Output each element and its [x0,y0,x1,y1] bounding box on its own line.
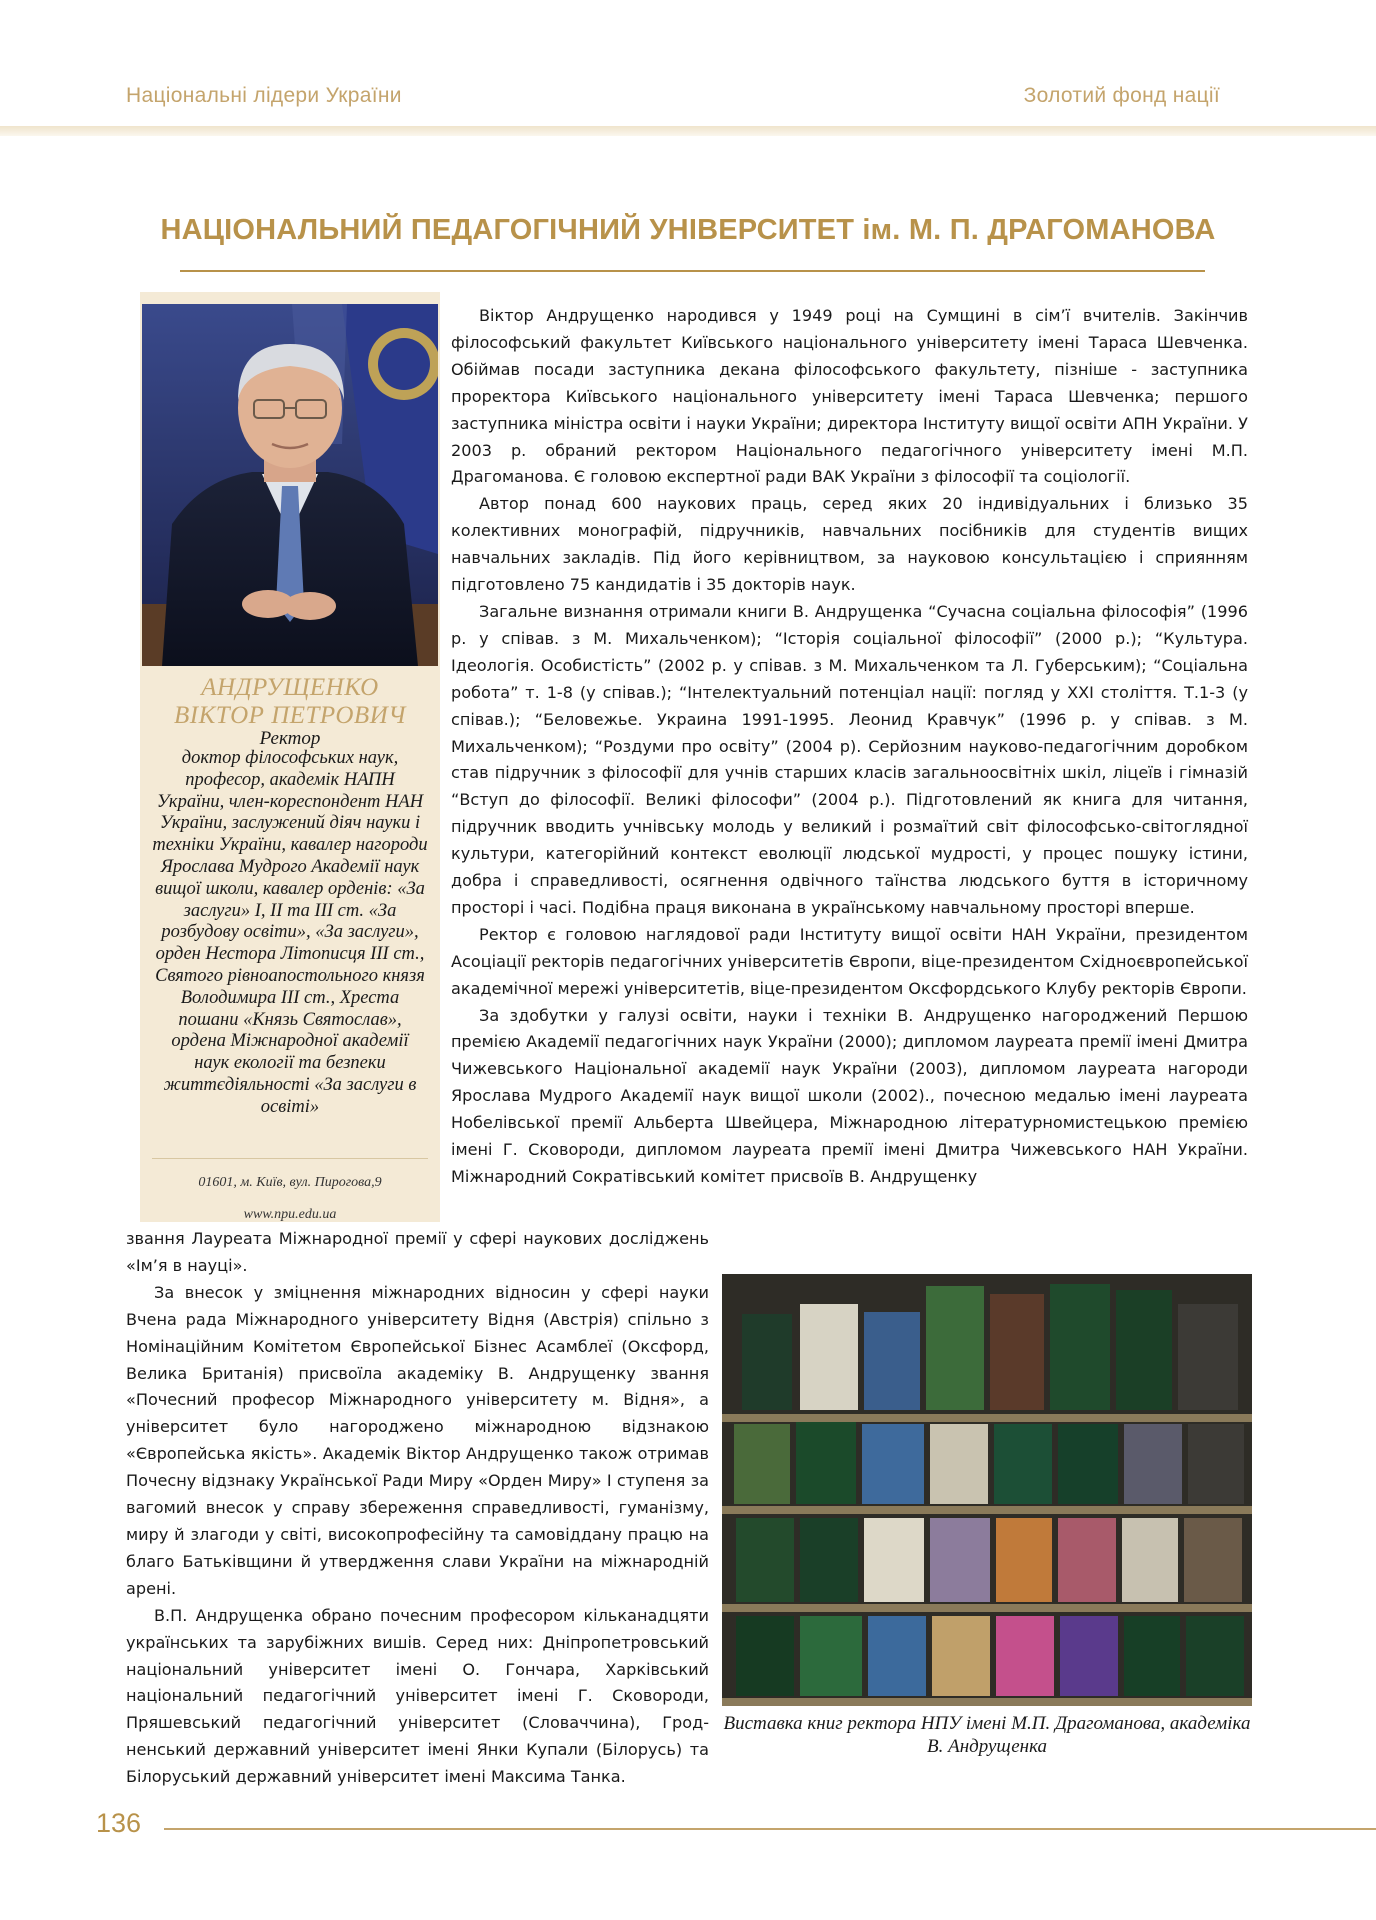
footer-rule [164,1828,1376,1830]
paragraph-publications: Автор понад 600 наукових праць, серед яких 20 індивідуальних і близько 35 колективних монографій, підручників, навчальних посібників для студентів вищих навчальних закладів. Під його керівництвом, за науковою консультацією і сприянням підготовлено 75 кандидатів і 35 докторів наук. [451,494,1248,595]
paragraph-honorary: В.П. Андрущенка обрано почесним професором кільканадцяти українських та зарубіжних вишів. Серед них: Дніпропетровський національний університет імені О. Гончара, Харківський національний педагогічний університет імені Г. Сковороди, Пряшевський педагогічний університет (Словаччина), Грод-ненський державний університет імені Янки Купали (Білорусь) та Білоруський державний університет імені Максима Танка. [126,1605,709,1787]
person-given-names: ВІКТОР ПЕТРОВИЧ [174,702,406,729]
paragraph-biography: Віктор Андрущенко народився у 1949 році на Сумщині в сім’ї вчителів. Закінчив філософський факультет Київського національного університету імені Тараса Шевченка. Обіймав посади заступника декана філософського факультету, пізніше - заступника проректора Київського національного університету імені Тараса Шевченка; першого заступника міністра освіти і науки України; директора Інституту вищої освіти АПН України. У 2003 р. обраний ректором Національного педагогічного університету імені М.П. Драгоманова. Є головою експертної ради ВАК України з філософії та соціології. [451,306,1248,487]
contact-address: 01601, м. Київ, вул. Пирогова,9 [198,1175,382,1190]
person-name [140,674,440,730]
contact-website[interactable]: www.npu.edu.ua [243,1207,337,1222]
panel-divider [152,1158,428,1159]
portrait-photo [142,304,438,666]
lower-text-column [126,1226,709,1791]
header-rule [0,126,1376,136]
paragraph-positions: Ректор є головою наглядової ради Інституту вищої освіти НАН України, президентом Асоціації ректорів педагогічних університетів Європи, віце-президентом Східноєвропейської академічної мережі університетів, віце-президентом Оксфордського Клубу ректорів Європи. [451,924,1248,998]
running-header-left: Національні лідери України [126,84,402,107]
paragraph-books: Загальне визнання отримали книги В. Андрущенка “Сучасна соціальна філософія” (1996 р. у співав. з М. Михальченком); “Історія соціальної філософії” (2000 р.); “Культура. Ідеологія. Особистість” (2002 р. у співав. з М. Михальченком та Л. Губерським); “Соціальна робота” т. 1-8 (у співав.); “Інтелектуальний потенціал нації: погляд у ХХІ століття. Т.1-3 (у співав.); “Беловежье. Украина 1991-1995. Леонид Кравчук” (1996 р. у співав. з М. Михальченком); “Роздуми про освіту” (2004 р). Серйозним науково-педагогічним доробком став підручник з філософії для учнів старших класів загальноосвітніх шкіл, ліцеїв і гімназій “Вступ до філософії. Великі філософи” (2004 р.). Підготовлений як книга для читання, підручник вводить учнівську молодь у великий і розмаїтий світ філософсько-світоглядної культури, категорійний контекст еволюції людської мудрості, у процес пошуку істини, добра і справедливості, осягнення одвічного таїнства людського буття в історичному просторі і часі. Подібна праця виконана в українському навчальному просторі вперше. [451,601,1248,917]
main-text-column [451,303,1248,1191]
photo-caption: Виставка книг ректора НПУ імені М.П. Драгоманова, академіка В. Андрущенка [723,1713,1251,1757]
person-position: Ректор [259,728,321,749]
running-header-right: Золотий фонд нації [1023,84,1220,107]
paragraph-international: За внесок у зміцнення міжнародних відносин у сфері науки Вчена рада Міжнародного університету Відня (Австрія) спільно з Номінаційним Комітетом Європейської Бізнес Асамблеї (Оксфорд, Велика Британія) присвоїла академіку В. Андрущенку звання «Почесний професор Міжнародного університету м. Відня», а університет було нагороджено міжнародною відзнакою «Європейська якість». Академік Віктор Андрущенко також отримав Почесну відзнаку Української Ради Миру «Орден Миру» І ступеня за вагомий внесок у справу збереження справедливості, гуманізму, миру й злагоди у світі, високопрофесійну та самовіддану працю на благо Батьківщини й утвердження слави України на міжнародній арені. [126,1282,709,1598]
person-surname: АНДРУЩЕНКО [201,674,379,701]
paragraph-awards-continued: звання Лауреата Міжнародної премії у сфері наукових досліджень «Ім’я в науці». [126,1229,709,1275]
person-credentials: доктор філософських наук, професор, академік НАПН України, член-кореспондент НАН України, заслужений діяч науки і техніки України, кавалер нагороди Ярослава Мудрого Академії наук вищої школи, кавалер орденів: «За заслуги» І, ІІ та ІІІ ст. «За розбудову освіти», «За заслуги», орден Нестора Літописця ІІІ ст., Святого рівноапостольного князя Володимира ІІІ ст., Хреста пошани «Князь Святослав», ордена Міжнародної академії наук екології та безпеки життєдіяльності «За заслуги в освіті» [152,748,428,1117]
article-title: НАЦІОНАЛЬНИЙ ПЕДАГОГІЧНИЙ УНІВЕРСИТЕТ ім. М. П. ДРАГОМАНОВА [160,214,1216,246]
paragraph-awards: За здобутки у галузі освіти, науки і техніки В. Андрущенко нагороджений Першою премією Академії педагогічних наук України (2000); дипломом лауреата премії імені Дмитра Чижевського Національної академії наук України (2003), дипломом лауреата нагороди Ярослава Мудрого Академії наук вищої школи (2002)., почесною медалью імені лауреата Нобелівської премії Альберта Швейцера, Міжнародною літературномистецькою премією імені Г. Сковороди, дипломом лауреата премії імені Дмитра Чижевського НАН України. Міжнародний Сократівський комітет присвоїв В. Андрущенку [451,1005,1248,1186]
book-exhibition-photo [722,1274,1252,1706]
title-rule [180,270,1205,272]
page-number: 136 [96,1808,142,1838]
